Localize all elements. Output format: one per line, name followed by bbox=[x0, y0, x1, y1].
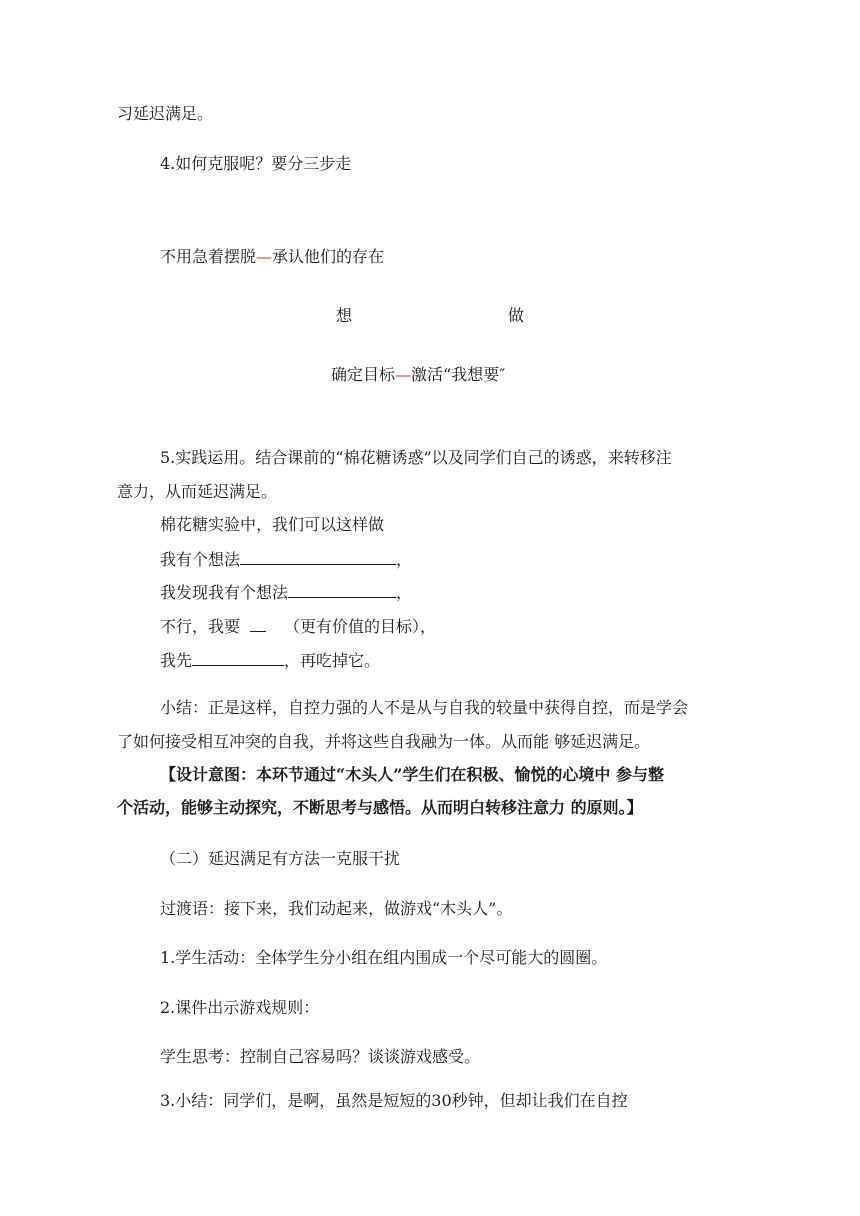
section-heading: （二）延迟满足有方法一克服干扰 bbox=[160, 849, 401, 868]
text-segment: ，再吃掉它。 bbox=[284, 651, 381, 670]
text-line bbox=[160, 548, 412, 570]
fill-blank bbox=[288, 581, 396, 598]
text-line: 5.实践运用。结合课前的“棉花糖诱惑”以及同学们自己的诱惑，来转移注 bbox=[160, 448, 672, 467]
text-line bbox=[160, 246, 384, 268]
text-segment: 确定目标 bbox=[331, 365, 396, 384]
red-dash: — bbox=[395, 365, 412, 384]
text-line bbox=[160, 615, 436, 637]
text-line: 过渡语：接下来，我们动起来，做游戏“木头人”。 bbox=[160, 899, 513, 918]
fill-blank bbox=[192, 649, 284, 666]
text-line: 2.课件出示游戏规则： bbox=[160, 998, 320, 1017]
text-segment: 不行，我要 bbox=[160, 617, 241, 636]
text-line: 学生思考：控制自己容易吗？谈谈游戏感受。 bbox=[160, 1047, 481, 1066]
text-line: 【设计意图：本环节通过“木头人”学生们在积极、愉悦的心境中 参与整 bbox=[160, 765, 664, 784]
text-line: 习延迟满足。 bbox=[117, 104, 214, 123]
text-segment: ， bbox=[396, 583, 413, 602]
text-line: 想 bbox=[336, 306, 353, 325]
text-segment: 我先 bbox=[160, 651, 193, 670]
text-line: 了如何接受相互冲突的自我，并将这些自我融为一体。从而能 够延迟满足。 bbox=[117, 732, 651, 751]
text-segment: 承认他们的存在 bbox=[272, 247, 385, 266]
text-line: 意力，从而延迟满足。 bbox=[117, 482, 278, 501]
text-line: 3.小结：同学们，是啊，虽然是短短的30秒钟，但却让我们在自控 bbox=[160, 1091, 628, 1110]
text-segment: 激活“我想要″ bbox=[411, 365, 506, 384]
text-line bbox=[331, 364, 505, 386]
text-segment: ， bbox=[396, 550, 413, 569]
text-line bbox=[160, 649, 380, 671]
red-dash: — bbox=[256, 247, 273, 266]
text-line: 1.学生活动：全体学生分小组在组内围成一个尽可能大的圆圈。 bbox=[160, 948, 608, 967]
text-line: 4.如何克服呢？要分三步走 bbox=[160, 154, 352, 173]
fill-blank bbox=[240, 548, 396, 565]
text-segment: 不用急着摆脱 bbox=[160, 247, 257, 266]
text-segment: （更有价值的目标）， bbox=[284, 617, 437, 636]
fill-blank bbox=[250, 615, 266, 632]
text-segment: 我有个想法 bbox=[160, 550, 241, 569]
text-line: 个活动，能够主动探究，不断思考与感悟。从而明白转移注意力 的原则。】 bbox=[117, 798, 643, 817]
text-line: 做 bbox=[508, 306, 525, 325]
text-line: 小结：正是这样，自控力强的人不是从与自我的较量中获得自控，而是学会 bbox=[160, 698, 689, 717]
text-segment: 我发现我有个想法 bbox=[160, 583, 289, 602]
text-line: 棉花糖实验中，我们可以这样做 bbox=[160, 515, 385, 534]
text-line bbox=[160, 581, 412, 603]
